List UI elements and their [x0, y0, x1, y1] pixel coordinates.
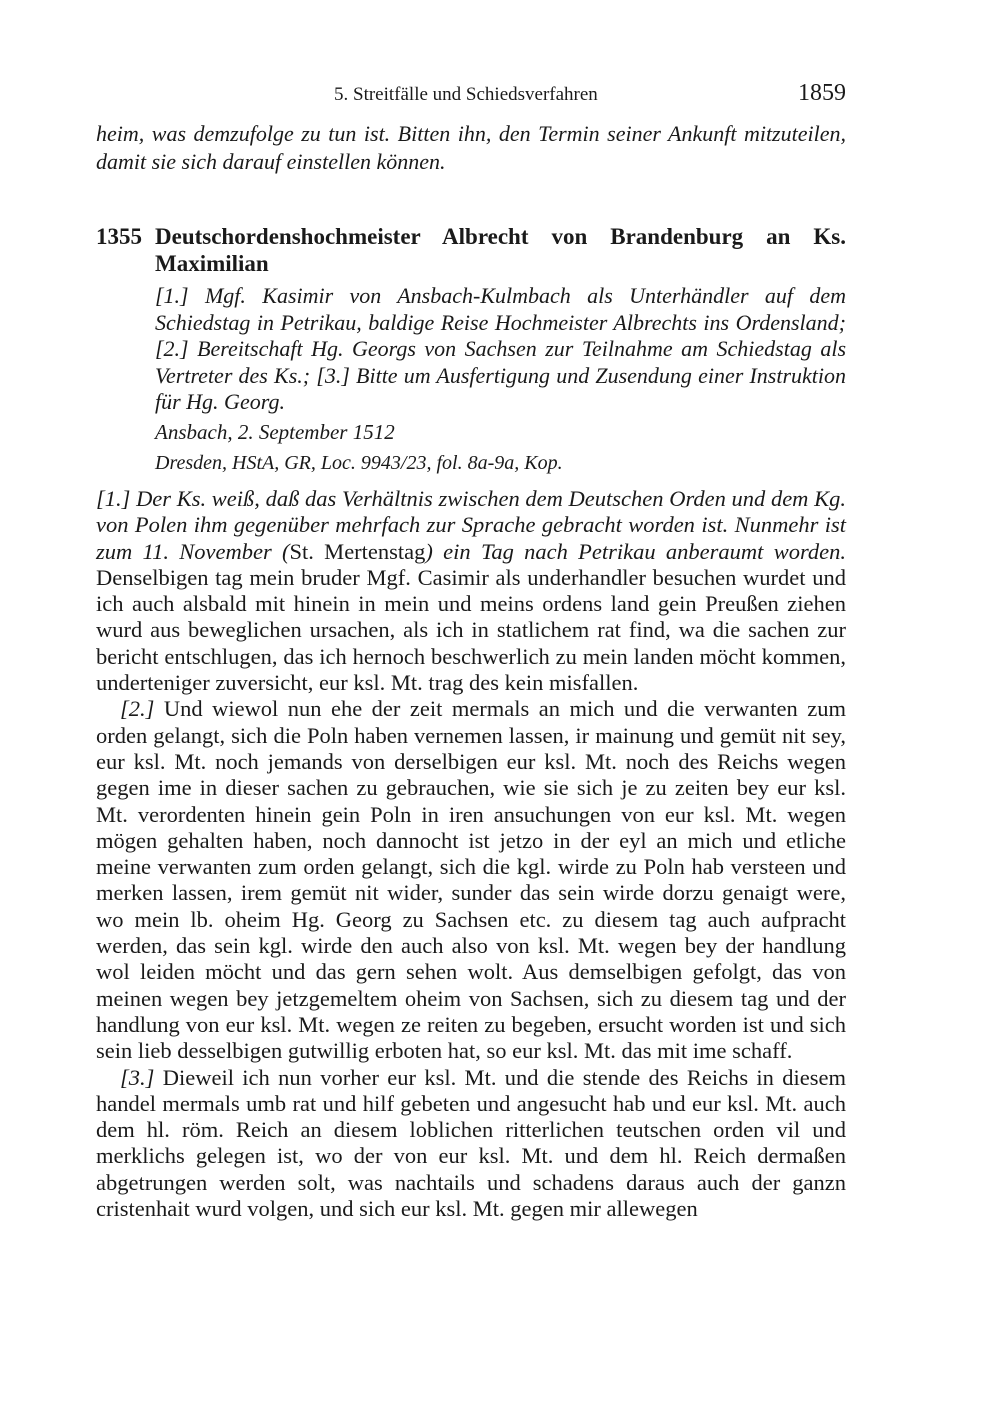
document-number: 1355	[96, 224, 142, 249]
running-head	[96, 80, 846, 110]
section-marker-3: [3.]	[120, 1064, 155, 1090]
document-dating: Ansbach, 2. September 1512	[155, 420, 395, 444]
intro-paragraph: heim, was demzufolge zu tun ist. Bitten ihn, den Termin seiner Ankunft mitzuteilen, damit sie sich darauf einstellen können.	[96, 121, 846, 174]
paragraph-2	[96, 696, 846, 1064]
paragraph-1	[96, 486, 846, 696]
document-regest: [1.] Mgf. Kasimir von Ansbach-Kulmbach als Unterhändler auf dem Schiedstag in Petrikau, baldige Reise Hochmeister Albrechts ins Ordensland; [2.] Bereitschaft Hg. Georgs von Sachsen zur Teilnahme am Schiedstag als Vertreter des Ks.; [3.] Bitte um Ausfertigung und Zusendung einer Instruktion für Hg. Georg.	[155, 283, 846, 414]
page-number: 1859	[798, 80, 846, 106]
paragraph-3-text: Dieweil ich nun vorher eur ksl. Mt. und die stende des Reichs in diesem handel mermals umb rat und hilf gebeten und angesucht hab und eur ksl. Mt. auch dem hl. röm. Reich an diesem loblichen ritterlichen teutschen orden vil und merklichs gelegen ist, wo der von eur ksl. Mt. und dem hl. Reich dermaßen abgetrungen werden solt, was nachtails und schadens daraus auch der ganzn cristenhait wurd volgen, und sich eur ksl. Mt. gegen mir allewegen	[96, 1064, 846, 1222]
editorial-summary: [1.] Der Ks. weiß, daß das Verhältnis zwischen dem Deutschen Orden und dem Kg. von Polen ihm gegenüber mehrfach zur Sprache gebracht worden ist. Nunmehr ist zum 11. November (	[96, 486, 846, 564]
paragraph-1-text: Denselbigen tag mein bruder Mgf. Casimir als underhandler besuchen wurdet und ich auch alsbald mit hinein in mein und meins ordens land gein Preußen ziehen wurd aus beweglichen ursachen, als ich in statlichem rat find, wa die sachen zur bericht entschlugen, das ich hernoch beschwerlich zu mein landen möcht kommen, underteniger zuversicht, eur ksl. Mt. trag des kein misfallen.	[96, 564, 846, 696]
document-title: Deutschordenshochmeister Albrecht von Brandenburg an Ks. Maximilian	[155, 224, 846, 276]
running-title: 5. Streitfälle und Schiedsverfahren	[334, 84, 598, 105]
source-term: St. Mertenstag	[289, 538, 426, 564]
section-marker-2: [2.]	[120, 696, 155, 722]
editorial-summary-cont: ) ein Tag nach Petrikau anberaumt worden.	[425, 538, 846, 564]
paragraph-3	[96, 1065, 846, 1223]
document-source: Dresden, HStA, GR, Loc. 9943/23, fol. 8a-9a, Kop.	[155, 452, 563, 474]
paragraph-2-text: Und wiewol nun ehe der zeit mermals an mich und die verwanten zum orden gelangt, sich die Poln haben vernemen lassen, ir mainung und gemüt nit sey, eur ksl. Mt. noch jemands von derselbigen eur ksl. Mt. noch des Reichs wegen gegen ime in dieser sachen zu gebrauchen, wie sie sich je zu zeiten bey eur ksl. Mt. verordenten hinein gein Poln in iren ansuchungen von eur ksl. Mt. wegen mögen gehalten haben, noch dannocht ist jetzo in der eyl an mich und etliche meine verwanten zum orden gelangt, sich die kgl. wirde zu Poln hab versteen und merken lassen, irem gemüt nit wider, sunder das sein wirde dorzu genaigt were, wo mein lb. oheim Hg. Georg zu Sachsen etc. zu diesem tag auch aufpracht werden, das sein kgl. wirde den auch also von ksl. Mt. wegen bey der handlung wol leiden möcht und das gern sehen wolt. Aus demselbigen gefolgt, das von meinen wegen bey jetzgemeltem oheim von Sachsen, sich zu diesem tag und der handlung von eur ksl. Mt. wegen ze reiten zu begeben, ersucht worden ist und sich sein lieb desselbigen gutwillig erboten hat, so eur ksl. Mt. das mit ime schaff.	[96, 696, 846, 1064]
document-body	[96, 486, 846, 1222]
